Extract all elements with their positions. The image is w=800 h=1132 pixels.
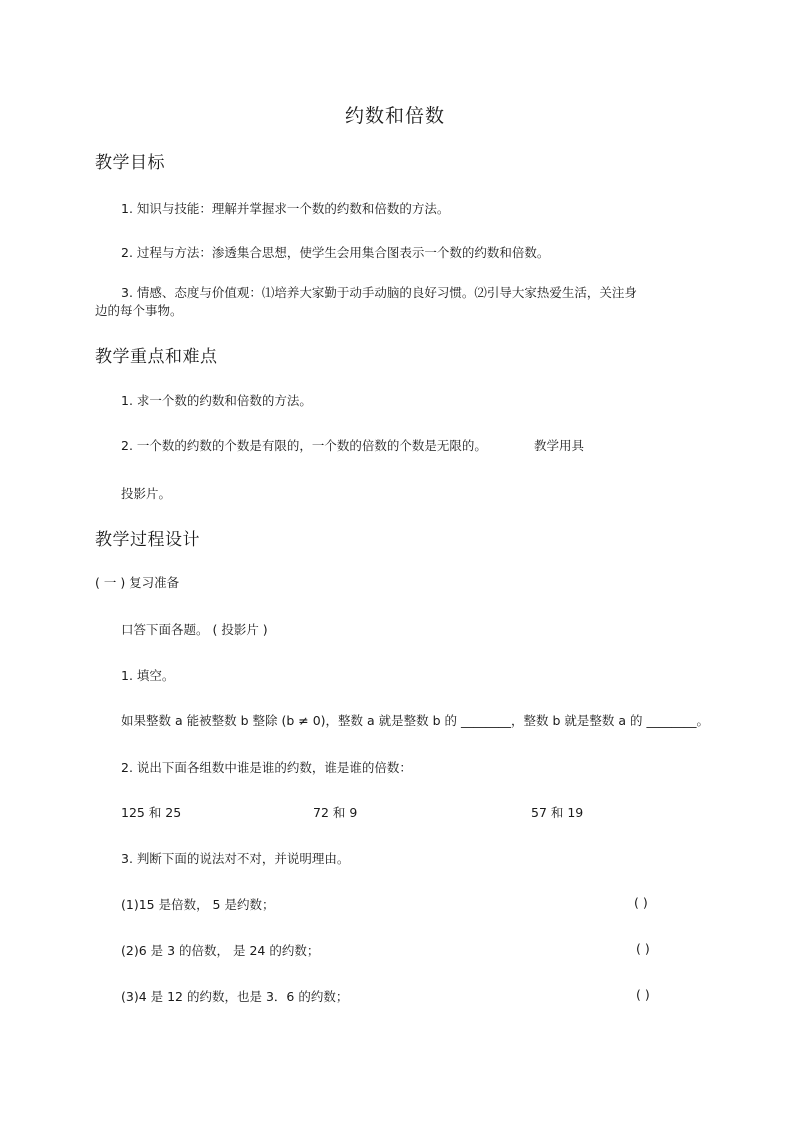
goal-item-1: 1. 知识与技能：理解并掌握求一个数的约数和倍数的方法。 — [121, 201, 450, 216]
number-pair-1: 125 和 25 — [121, 805, 182, 820]
judgement-answer-blank-1: ( ) — [634, 895, 648, 910]
teaching-tools-value: 投影片。 — [121, 486, 172, 501]
part-one-title: ( 一 ) 复习准备 — [95, 575, 180, 590]
question-1-text: 如果整数 a 能被整数 b 整除 (b ≠ 0)，整数 a 就是整数 b 的 ________，整数 b 就是整数 a 的 ________。 — [121, 713, 709, 728]
key-point-item-2: 2. 一个数的约数的个数是有限的，一个数的倍数的个数是无限的。 — [121, 438, 487, 453]
section-heading-key-points: 教学重点和难点 — [95, 347, 218, 367]
judgement-item-1: (1)15 是倍数， 5 是约数； — [121, 897, 275, 912]
section-heading-process: 教学过程设计 — [95, 530, 200, 550]
teaching-tools-label: 教学用具 — [534, 438, 585, 453]
key-point-item-1: 1. 求一个数的约数和倍数的方法。 — [121, 393, 312, 408]
judgement-answer-blank-3: ( ) — [636, 987, 650, 1002]
oral-instruction: 口答下面各题。 ( 投影片 ) — [121, 622, 268, 637]
judgement-item-3: (3)4 是 12 的约数，也是 3．6 的约数； — [121, 989, 349, 1004]
section-heading-goals: 教学目标 — [95, 153, 165, 173]
goal-item-3: 3. 情感、态度与价值观：⑴培养大家勤于动手动脑的良好习惯。⑵引导大家热爱生活，关注身 — [121, 285, 637, 300]
question-1-label: 1. 填空。 — [121, 668, 175, 683]
question-3-label: 3. 判断下面的说法对不对，并说明理由。 — [121, 851, 350, 866]
question-2-label: 2. 说出下面各组数中谁是谁的约数，谁是谁的倍数： — [121, 760, 412, 775]
document-title: 约数和倍数 — [345, 105, 446, 127]
number-pair-2: 72 和 9 — [313, 805, 358, 820]
goal-item-3-continued: 边的每个事物。 — [95, 303, 183, 318]
goal-item-2: 2. 过程与方法：渗透集合思想，使学生会用集合图表示一个数的约数和倍数。 — [121, 245, 550, 260]
number-pair-3: 57 和 19 — [531, 805, 584, 820]
judgement-answer-blank-2: ( ) — [636, 941, 650, 956]
judgement-item-2: (2)6 是 3 的倍数， 是 24 的约数； — [121, 943, 320, 958]
